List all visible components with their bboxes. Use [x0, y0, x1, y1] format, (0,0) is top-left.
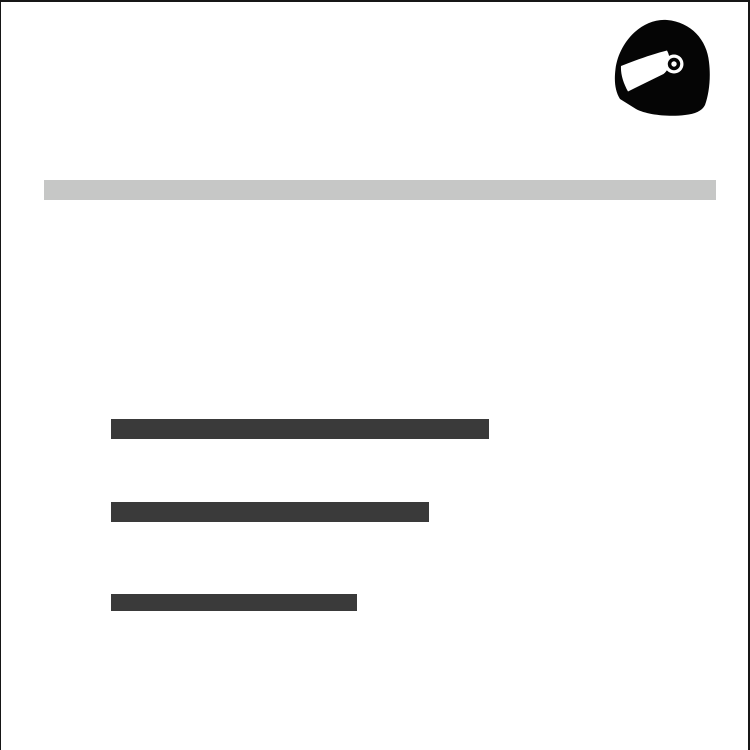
- helmet-table-title: [111, 594, 357, 611]
- helmet-table: [111, 594, 399, 611]
- helmet-icon-svg: [605, 14, 725, 129]
- gloves-table-title: [111, 502, 429, 522]
- shoes-table: [111, 419, 489, 439]
- gloves-table: [111, 502, 429, 522]
- gloves-section: [46, 502, 429, 522]
- size-columns-band: [44, 180, 716, 200]
- helmet-icon: [605, 14, 725, 129]
- shoes-section: [46, 419, 489, 439]
- helmet-section: [46, 594, 399, 611]
- textile-size-table: [44, 155, 716, 200]
- size-group-header-row: [44, 155, 716, 180]
- shoes-table-title: [111, 419, 489, 439]
